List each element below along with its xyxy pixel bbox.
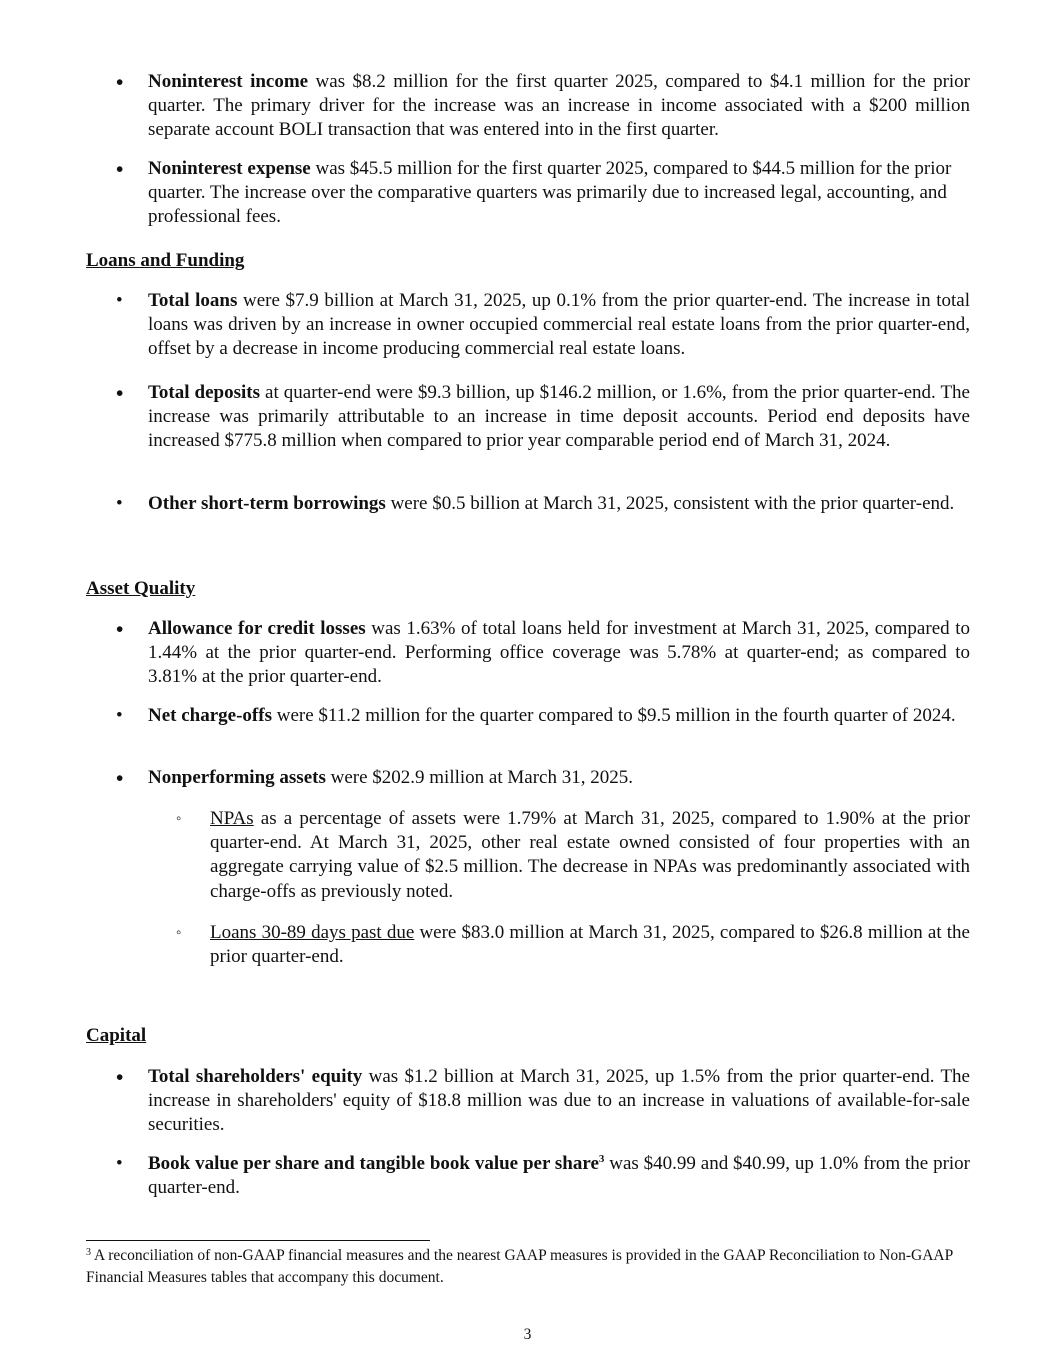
bullet-icon: •: [116, 381, 124, 405]
section-heading-asset-quality: Asset Quality: [86, 578, 196, 599]
bullet-term: Noninterest expense: [148, 158, 311, 179]
bullet-total-deposits: [148, 381, 970, 454]
bullet-text: was $45.5 million for the first quarter 2025, compared to $44.5 million for the prior quarter. The increase over the comparative quarters was primarily due to increased legal, accounting, and professional fees.: [148, 158, 952, 228]
bullet-net-charge-offs: [148, 704, 970, 728]
sub-bullet-term: NPAs: [210, 808, 254, 829]
section-heading-capital: Capital: [86, 1025, 147, 1046]
bullet-text: was $8.2 million for the first quarter 2025, compared to $4.1 million for the prior quarter. The primary driver for the increase was an increase in income associated with a $200 million separate account BOLI transaction that was entered into in the first quarter.: [148, 71, 970, 141]
sub-bullet-text: were $83.0 million at March 31, 2025, compared to $26.8 million at the prior quarter-end.: [210, 922, 970, 968]
bullet-text: were $202.9 million at March 31, 2025.: [325, 767, 633, 788]
bullet-term: Other short-term borrowings: [148, 493, 386, 514]
bullet-term: Nonperforming assets: [148, 767, 326, 788]
bullet-total-loans: [148, 289, 970, 362]
bullet-text: was $40.99 and $40.99, up 1.0% from the prior quarter-end.: [148, 1153, 970, 1199]
bullet-text: were $7.9 billion at March 31, 2025, up 0.1% from the prior quarter-end. The increase in total loans was driven by an increase in owner occupied commercial real estate loans from the prior quarter-end, offset by a decrease in income producing commercial real estate loans.: [148, 290, 970, 360]
bullet-term: Total shareholders' equity: [148, 1066, 363, 1087]
bullet-term: Total loans: [148, 290, 238, 311]
footnote-divider: [86, 1240, 430, 1241]
footnote: [86, 1245, 970, 1288]
bullet-icon: •: [116, 157, 124, 181]
bullet-term: Noninterest income: [148, 71, 309, 92]
bullet-text: was 1.63% of total loans held for investment at March 31, 2025, compared to 1.44% at the prior quarter-end. Performing office coverage was 5.78% at quarter-end; as compared to 3.81% at the prior quarter-end.: [148, 618, 970, 688]
bullet-icon: •: [116, 617, 124, 641]
sub-bullet-term: Loans 30-89 days past due: [210, 922, 415, 943]
footnote-text: A reconciliation of non-GAAP financial measures and the nearest GAAP measures is provided in the GAAP Reconciliation to Non-GAAP Financial Measures tables that accompany this document.: [86, 1247, 953, 1286]
bullet-noninterest-income: [148, 70, 970, 143]
footnote-marker: 3: [86, 1247, 91, 1258]
bullet-text: was $1.2 billion at March 31, 2025, up 1.5% from the prior quarter-end. The increase in shareholders' equity of $18.8 million was due to an increase in valuations of available-for-sale securities.: [148, 1066, 970, 1136]
bullet-icon: •: [116, 70, 124, 94]
page-number: 3: [523, 1326, 532, 1343]
bullet-icon: •: [116, 705, 123, 726]
bullet-text: were $0.5 billion at March 31, 2025, consistent with the prior quarter-end.: [385, 493, 955, 514]
sub-bullet-npas: [210, 807, 970, 904]
bullet-icon: •: [116, 1153, 123, 1174]
bullet-allowance-for-credit-losses: [148, 617, 970, 690]
bullet-term: Net charge-offs: [148, 705, 272, 726]
bullet-term: Book value per share and tangible book value per share: [148, 1153, 599, 1174]
sub-bullet-icon: ◦: [176, 925, 182, 941]
bullet-icon: •: [116, 290, 123, 311]
bullet-other-short-term-borrowings: [148, 492, 970, 516]
sub-bullet-loans-past-due: [210, 921, 970, 969]
bullet-total-shareholders-equity: [148, 1065, 970, 1138]
bullet-term: Total deposits: [148, 382, 261, 403]
bullet-text: were $11.2 million for the quarter compared to $9.5 million in the fourth quarter of 2024.: [271, 705, 956, 726]
bullet-noninterest-expense: [148, 157, 963, 230]
section-heading-loans-and-funding: Loans and Funding: [86, 250, 245, 271]
bullet-icon: •: [116, 766, 124, 790]
bullet-text: at quarter-end were $9.3 billion, up $146.2 million, or 1.6%, from the prior quarter-end. The increase was primarily attributable to an increase in time deposit accounts. Period end deposits have increased $775.8 million when compared to prior year comparable period end of March 31, 2024.: [148, 382, 970, 452]
bullet-book-value-per-share: [148, 1152, 970, 1200]
bullet-icon: •: [116, 493, 123, 514]
sub-bullet-text: as a percentage of assets were 1.79% at March 31, 2025, compared to 1.90% at the prior quarter-end. At March 31, 2025, other real estate owned consisted of four properties with an aggregate carrying value of $2.5 million. The decrease in NPAs was predominantly associated with charge-offs as previously noted.: [210, 808, 970, 902]
bullet-icon: •: [116, 1065, 124, 1089]
footnote-reference: 3: [598, 1153, 605, 1165]
bullet-nonperforming-assets: [148, 766, 970, 790]
bullet-term: Allowance for credit losses: [148, 618, 366, 639]
sub-bullet-icon: ◦: [176, 811, 182, 827]
